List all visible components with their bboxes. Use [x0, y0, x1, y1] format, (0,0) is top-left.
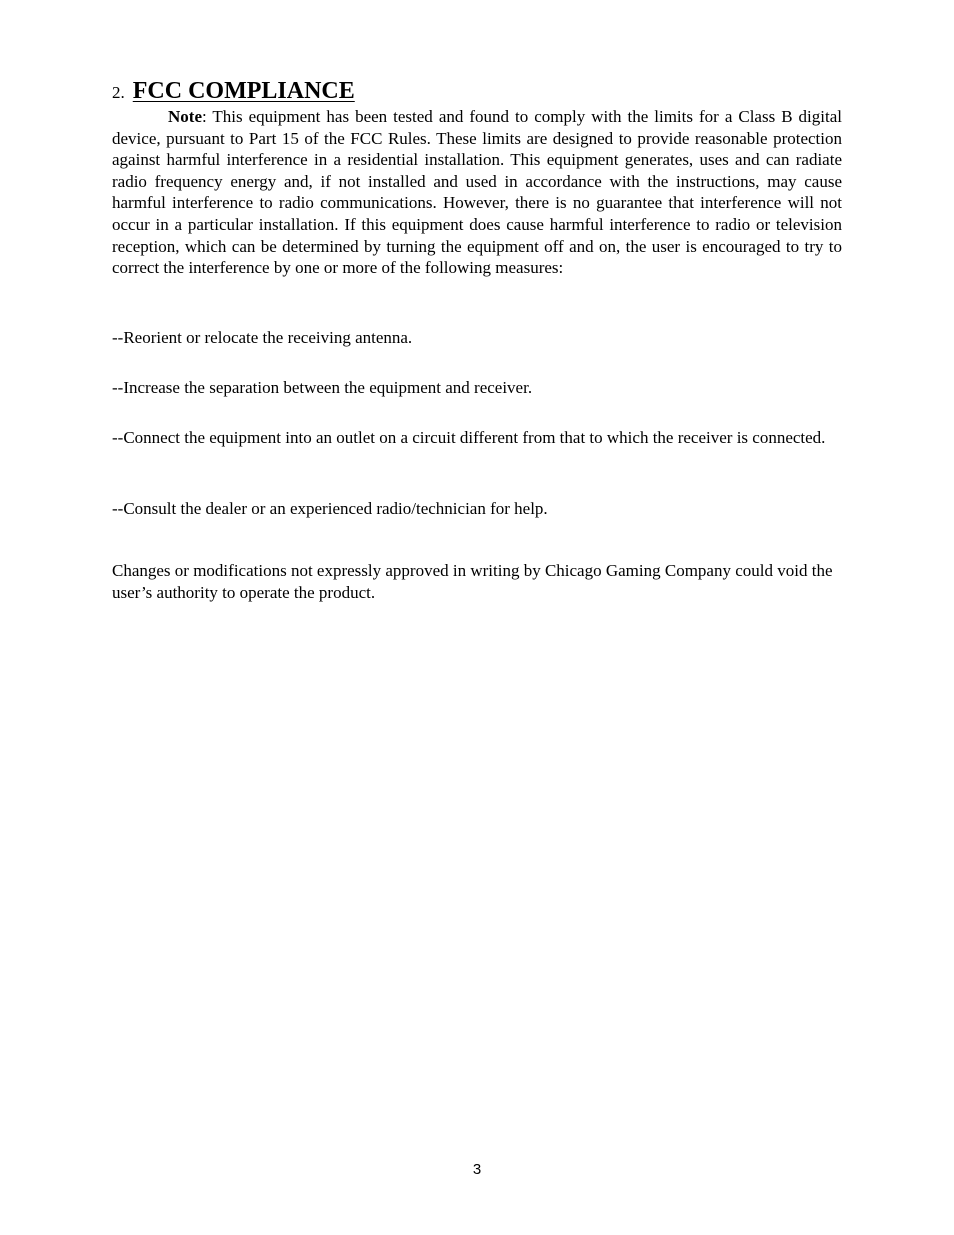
- section-number: 2.: [112, 83, 125, 102]
- measure-item-separation: --Increase the separation between the equipment and receiver.: [112, 378, 533, 397]
- note-paragraph: [112, 106, 842, 279]
- measure-item-reorient: --Reorient or relocate the receiving antenna.: [112, 328, 413, 347]
- changes-paragraph: Changes or modifications not expressly approved in writing by Chicago Gaming Company could void the user’s authority to operate the product.: [112, 561, 833, 602]
- section-title: FCC COMPLIANCE: [132, 78, 355, 104]
- note-text: : This equipment has been tested and found to comply with the limits for a Class B digital device, pursuant to Part 15 of the FCC Rules. These limits are designed to provide reasonable protection against harmful interference in a residential installation. This equipment generates, uses and can radiate radio frequency energy and, if not installed and used in accordance with the instructions, may cause harmful interference to radio communications. However, there is no guarantee that interference will not occur in a particular installation. If this equipment does cause harmful interference to radio or television reception, which can be determined by turning the equipment off and on, the user is encouraged to try to correct the interference by one or more of the following measures:: [112, 107, 842, 278]
- measure-item-consult: --Consult the dealer or an experienced radio/technician for help.: [112, 499, 548, 518]
- page-number: 3: [472, 1161, 482, 1178]
- measure-item-outlet: --Connect the equipment into an outlet on a circuit different from that to which the receiver is connected.: [112, 428, 826, 447]
- section-heading: [112, 76, 355, 109]
- note-label: Note: [168, 107, 202, 126]
